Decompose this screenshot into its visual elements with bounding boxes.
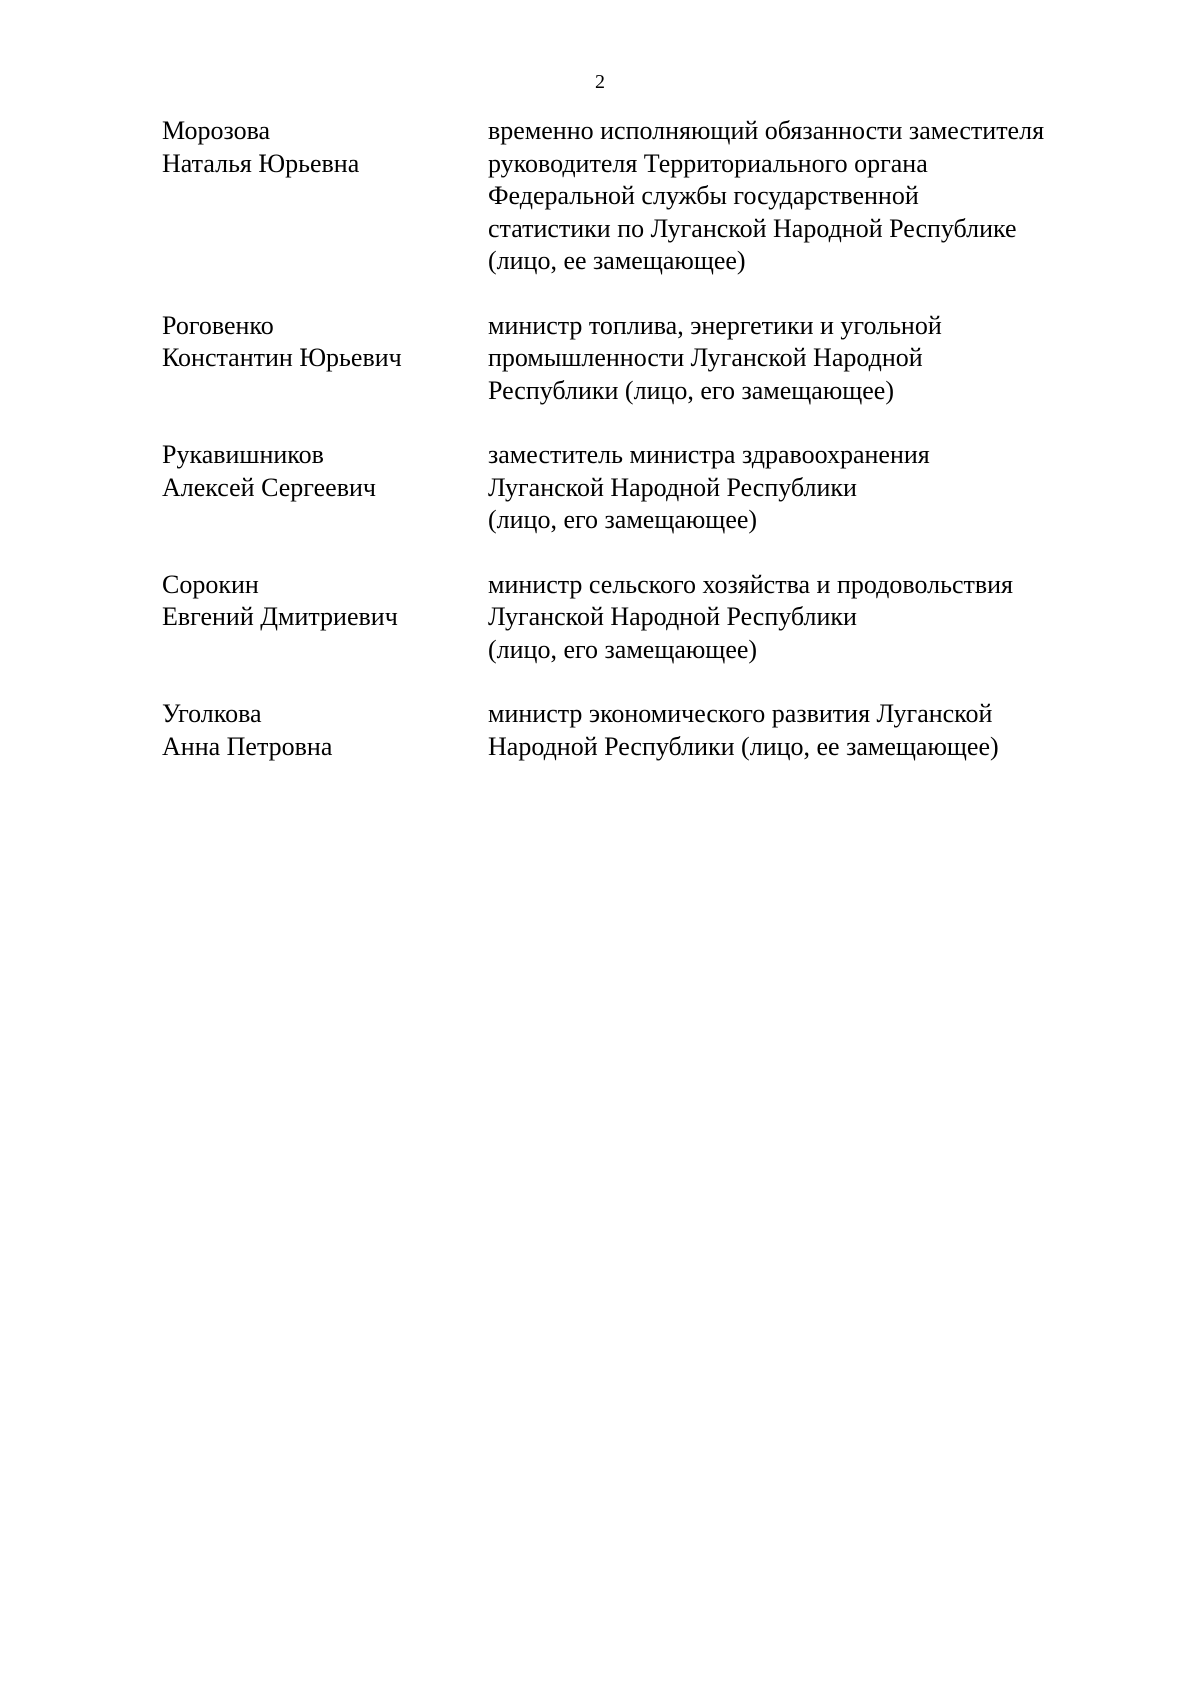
member-name bbox=[162, 439, 488, 537]
member-surname: Уголкова bbox=[162, 699, 262, 728]
position-line: временно исполняющий обязанности заместителя bbox=[488, 116, 1045, 145]
position-line: промышленности Луганской Народной bbox=[488, 343, 923, 372]
position-line: (лицо, его замещающее) bbox=[488, 505, 758, 534]
member-position bbox=[488, 439, 1108, 537]
position-line: министр экономического развития Луганской bbox=[488, 699, 993, 728]
members-list bbox=[162, 115, 1122, 795]
member-given-names: Анна Петровна bbox=[162, 731, 333, 761]
position-line: министр топлива, энергетики и угольной bbox=[488, 310, 942, 340]
member-given-names: Наталья Юрьевна bbox=[162, 148, 360, 178]
member-surname: Морозова bbox=[162, 116, 271, 145]
member-position bbox=[488, 310, 1108, 408]
member-position bbox=[488, 698, 1108, 763]
position-line: (лицо, ее замещающее) bbox=[488, 246, 746, 275]
member-entry-morozova bbox=[162, 115, 1122, 278]
member-position bbox=[488, 115, 1108, 278]
member-name bbox=[162, 569, 488, 667]
member-entry-rukavishnikov bbox=[162, 439, 1122, 537]
member-name bbox=[162, 310, 488, 408]
member-entry-sorokin bbox=[162, 569, 1122, 667]
position-line: министр сельского хозяйства и продовольствия bbox=[488, 569, 1013, 599]
position-line: статистики по Луганской Народной Республике bbox=[488, 213, 1017, 243]
member-given-names: Алексей Сергеевич bbox=[162, 472, 376, 502]
position-line: Федеральной службы государственной bbox=[488, 181, 919, 210]
member-name bbox=[162, 115, 488, 278]
position-line: заместитель министра здравоохранения bbox=[488, 440, 930, 469]
page-number: 2 bbox=[595, 71, 605, 93]
member-surname: Рукавишников bbox=[162, 440, 324, 469]
position-line: (лицо, его замещающее) bbox=[488, 634, 758, 664]
member-given-names: Евгений Дмитриевич bbox=[162, 602, 398, 631]
member-name bbox=[162, 698, 488, 763]
member-position bbox=[488, 569, 1108, 667]
position-line: Луганской Народной Республики bbox=[488, 602, 857, 631]
member-given-names: Константин Юрьевич bbox=[162, 343, 402, 372]
position-line: Республики (лицо, его замещающее) bbox=[488, 375, 894, 405]
position-line: Луганской Народной Республики bbox=[488, 472, 857, 502]
member-entry-ugolkova bbox=[162, 698, 1122, 763]
member-surname: Сорокин bbox=[162, 569, 259, 599]
position-line: Народной Республики (лицо, ее замещающее) bbox=[488, 731, 999, 761]
member-surname: Роговенко bbox=[162, 310, 274, 340]
position-line: руководителя Территориального органа bbox=[488, 148, 928, 178]
member-entry-rogovenko bbox=[162, 310, 1122, 408]
